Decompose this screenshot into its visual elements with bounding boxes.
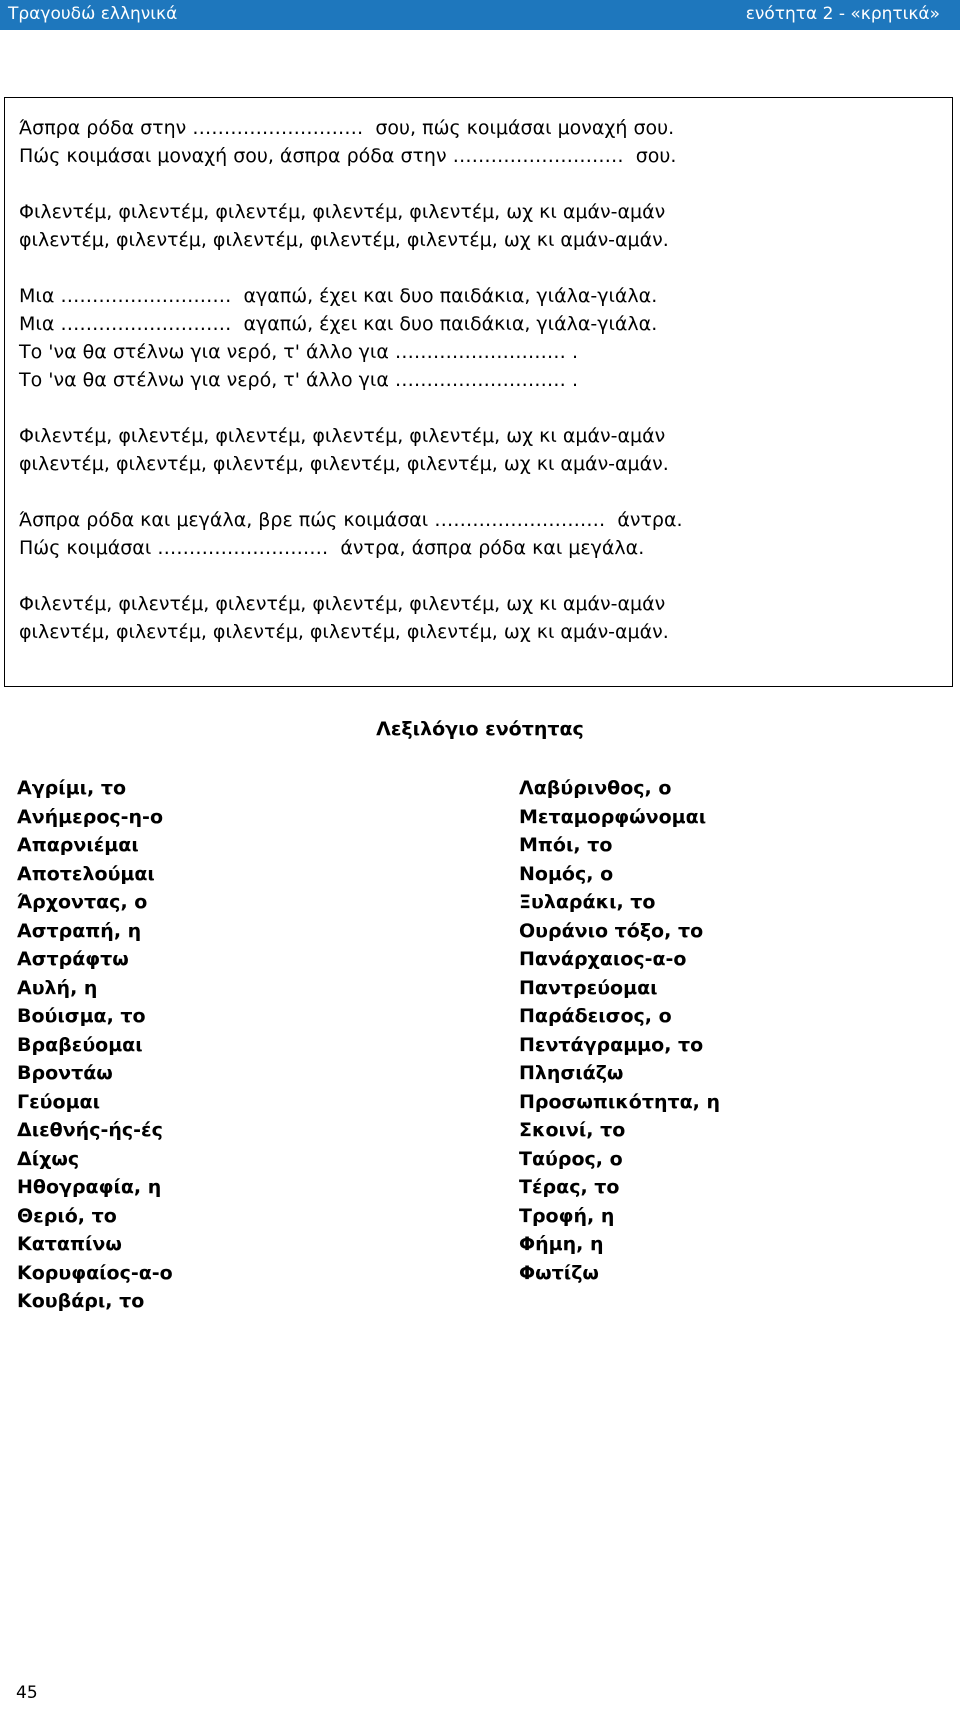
vocabulary-word: Μεταμορφώνομαι xyxy=(519,805,707,828)
lyrics-stanza xyxy=(19,114,952,170)
lyrics-line: φιλεντέμ, φιλεντέμ, φιλεντέμ, φιλεντέμ, φιλεντέμ, ωχ κι αμάν-αμάν. xyxy=(19,229,669,251)
page-header xyxy=(0,0,960,30)
vocabulary-word: Ταύρος, ο xyxy=(519,1147,623,1170)
lyrics-stanza xyxy=(19,506,952,562)
vocabulary-word: Σκοινί, το xyxy=(519,1119,626,1141)
vocabulary-word: Προσωπικότητα, η xyxy=(519,1090,721,1113)
vocabulary-word: Τέρας, το xyxy=(519,1176,620,1198)
lyrics-line: Πώς κοιμάσαι ……………………… άντρα, άσπρα ρόδα και μεγάλα. xyxy=(19,537,645,559)
vocabulary-word: Βραβεύομαι xyxy=(17,1033,143,1056)
vocabulary-word: Τροφή, η xyxy=(519,1204,615,1227)
lyrics-line: Φιλεντέμ, φιλεντέμ, φιλεντέμ, φιλεντέμ, φιλεντέμ, ωχ κι αμάν-αμάν xyxy=(19,425,666,447)
vocabulary-word: Ανήμερος-η-ο xyxy=(17,805,163,828)
vocabulary-word: Φήμη, η xyxy=(519,1233,604,1255)
vocabulary-word: Παράδεισος, ο xyxy=(519,1005,672,1027)
lyrics-line: Μια ……………………… αγαπώ, έχει και δυο παιδάκια, γιάλα-γιάλα. xyxy=(19,285,658,307)
lyrics-line: Μια ……………………… αγαπώ, έχει και δυο παιδάκια, γιάλα-γιάλα. xyxy=(19,313,658,335)
vocabulary-word: Πλησιάζω xyxy=(519,1062,624,1084)
vocabulary-word: Αποτελούμαι xyxy=(17,862,155,885)
vocabulary-word: Αστράφτω xyxy=(17,948,129,970)
vocabulary-word: Δίχως xyxy=(17,1147,80,1170)
vocabulary-word: Μπόι, το xyxy=(519,834,613,856)
vocabulary-word: Ξυλαράκι, το xyxy=(519,891,656,913)
lyrics-line: Άσπρα ρόδα και μεγάλα, βρε πώς κοιμάσαι ……………………… άντρα. xyxy=(19,509,683,531)
lyrics-box xyxy=(4,97,953,687)
header-title: Τραγουδώ ελληνικά xyxy=(8,4,178,24)
vocabulary-word: Ουράνιο τόξο, το xyxy=(519,919,704,942)
vocabulary-word: Νομός, ο xyxy=(519,862,614,885)
lyrics-stanza xyxy=(19,282,952,394)
lyrics-line: Το 'να θα στέλνω για νερό, τ' άλλο για ……………………… . xyxy=(19,341,578,363)
vocabulary-word: Διεθνής-ής-ές xyxy=(17,1119,163,1141)
lyrics-stanza xyxy=(19,422,952,478)
vocabulary-word: Πεντάγραμμο, το xyxy=(519,1033,704,1056)
vocabulary-word: Γεύομαι xyxy=(17,1090,101,1113)
vocabulary-word: Θεριό, το xyxy=(17,1204,117,1227)
vocabulary-word: Ηθογραφία, η xyxy=(17,1176,162,1198)
vocabulary-word: Πανάρχαιος-α-ο xyxy=(519,948,687,970)
lyrics-line: Φιλεντέμ, φιλεντέμ, φιλεντέμ, φιλεντέμ, φιλεντέμ, ωχ κι αμάν-αμάν xyxy=(19,201,666,223)
page-number: 45 xyxy=(16,1683,38,1703)
lyrics-line: Φιλεντέμ, φιλεντέμ, φιλεντέμ, φιλεντέμ, φιλεντέμ, ωχ κι αμάν-αμάν xyxy=(19,593,666,615)
lyrics-line: Πώς κοιμάσαι μοναχή σου, άσπρα ρόδα στην ……………………… σου. xyxy=(19,145,677,167)
vocabulary-word: Κουβάρι, το xyxy=(17,1290,145,1312)
vocabulary-column-right xyxy=(519,774,720,1287)
vocabulary-word: Αγρίμι, το xyxy=(17,777,127,799)
vocabulary-word: Βούισμα, το xyxy=(17,1005,146,1027)
lyrics-line: φιλεντέμ, φιλεντέμ, φιλεντέμ, φιλεντέμ, φιλεντέμ, ωχ κι αμάν-αμάν. xyxy=(19,621,669,643)
vocabulary-word: Παντρεύομαι xyxy=(519,976,658,999)
vocabulary-title: Λεξιλόγιο ενότητας xyxy=(376,718,584,740)
vocabulary-word: Αστραπή, η xyxy=(17,919,142,942)
lyrics-stanza xyxy=(19,198,952,254)
lyrics-line: Το 'να θα στέλνω για νερό, τ' άλλο για ……………………… . xyxy=(19,369,578,391)
vocabulary-word: Απαρνιέμαι xyxy=(17,834,139,856)
vocabulary-word: Λαβύρινθος, ο xyxy=(519,777,672,799)
vocabulary-word: Φωτίζω xyxy=(519,1261,599,1284)
vocabulary-word: Βροντάω xyxy=(17,1062,113,1084)
lyrics-line: Άσπρα ρόδα στην ……………………… σου, πώς κοιμάσαι μοναχή σου. xyxy=(19,117,675,139)
vocabulary-word: Άρχοντας, ο xyxy=(17,891,148,913)
header-unit: ενότητα 2 - «κρητικά» xyxy=(745,4,940,24)
vocabulary-word: Καταπίνω xyxy=(17,1233,122,1255)
vocabulary-word: Κορυφαίος-α-ο xyxy=(17,1261,173,1284)
lyrics-stanza xyxy=(19,590,952,646)
vocabulary-word: Αυλή, η xyxy=(17,976,98,999)
lyrics-line: φιλεντέμ, φιλεντέμ, φιλεντέμ, φιλεντέμ, φιλεντέμ, ωχ κι αμάν-αμάν. xyxy=(19,453,669,475)
vocabulary-column-left xyxy=(17,774,173,1316)
